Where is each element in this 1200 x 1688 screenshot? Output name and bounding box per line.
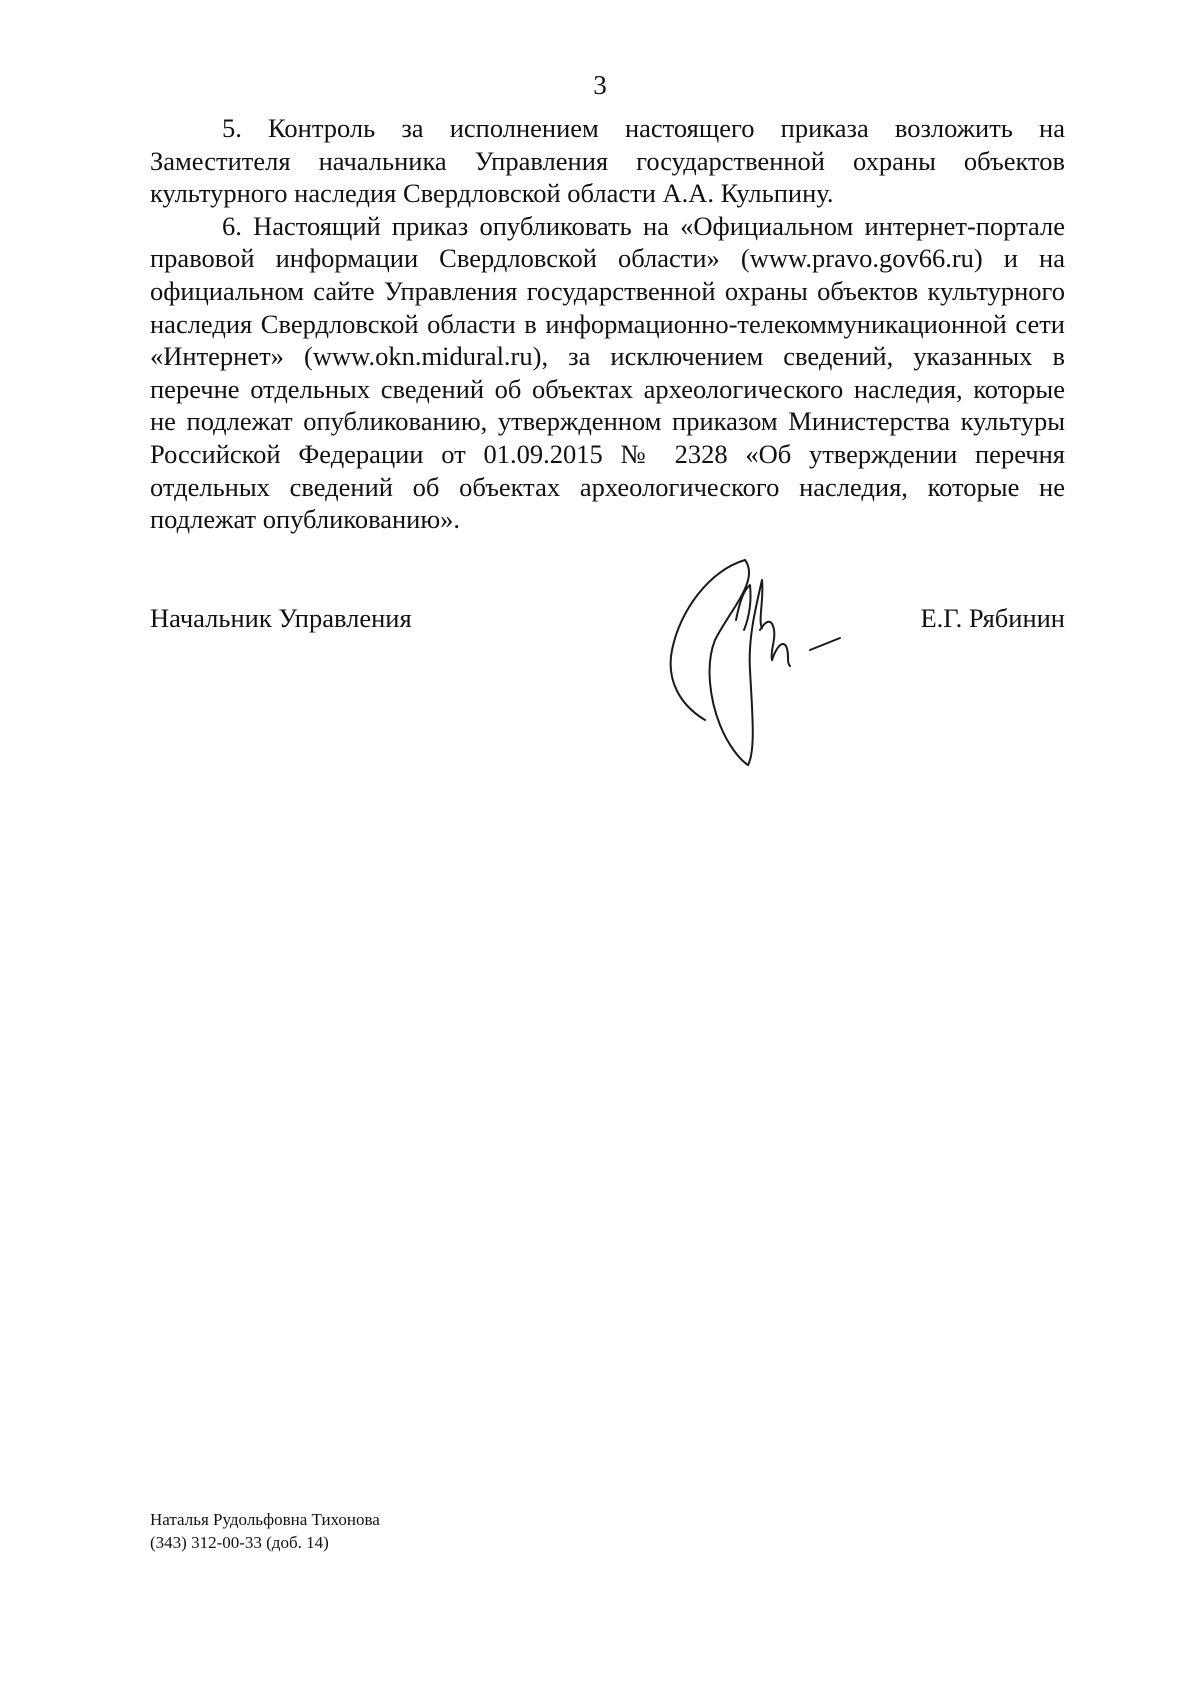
paragraph-6: 6. Настоящий приказ опубликовать на «Официальном интернет-портале правовой информации Свердловской области» (www.pravo.gov66.ru) и на официальном сайте Управления государственной охраны объектов культурного наследия Свердловской области в информационно-телекоммуникационной сети «Интернет» (www.okn.midural.ru), за исключением сведений, указанных в перечне отдельных сведений об объектах археологического наследия, которые не подлежат опубликованию, утвержденном приказом Министерства культуры Российской Федерации от 01.09.2015 № 2328 «Об утверждении перечня отдельных сведений об объектах археологического наследия, которые не подлежат опубликованию». <box>150 210 1065 535</box>
handwritten-signature <box>660 550 880 790</box>
document-body <box>150 112 1065 536</box>
signatory-name: Е.Г. Рябинин <box>920 603 1065 633</box>
contact-block <box>150 1508 380 1554</box>
contact-name: Наталья Рудольфовна Тихонова <box>150 1510 380 1529</box>
page-number: 3 <box>593 70 607 100</box>
contact-phone: (343) 312-00-33 (доб. 14) <box>150 1533 329 1552</box>
signatory-title: Начальник Управления <box>150 603 412 633</box>
paragraph-5: 5. Контроль за исполнением настоящего приказа возложить на Заместителя начальника Управления государственной охраны объектов культурного наследия Свердловской области А.А. Кульпину. <box>150 113 1065 209</box>
